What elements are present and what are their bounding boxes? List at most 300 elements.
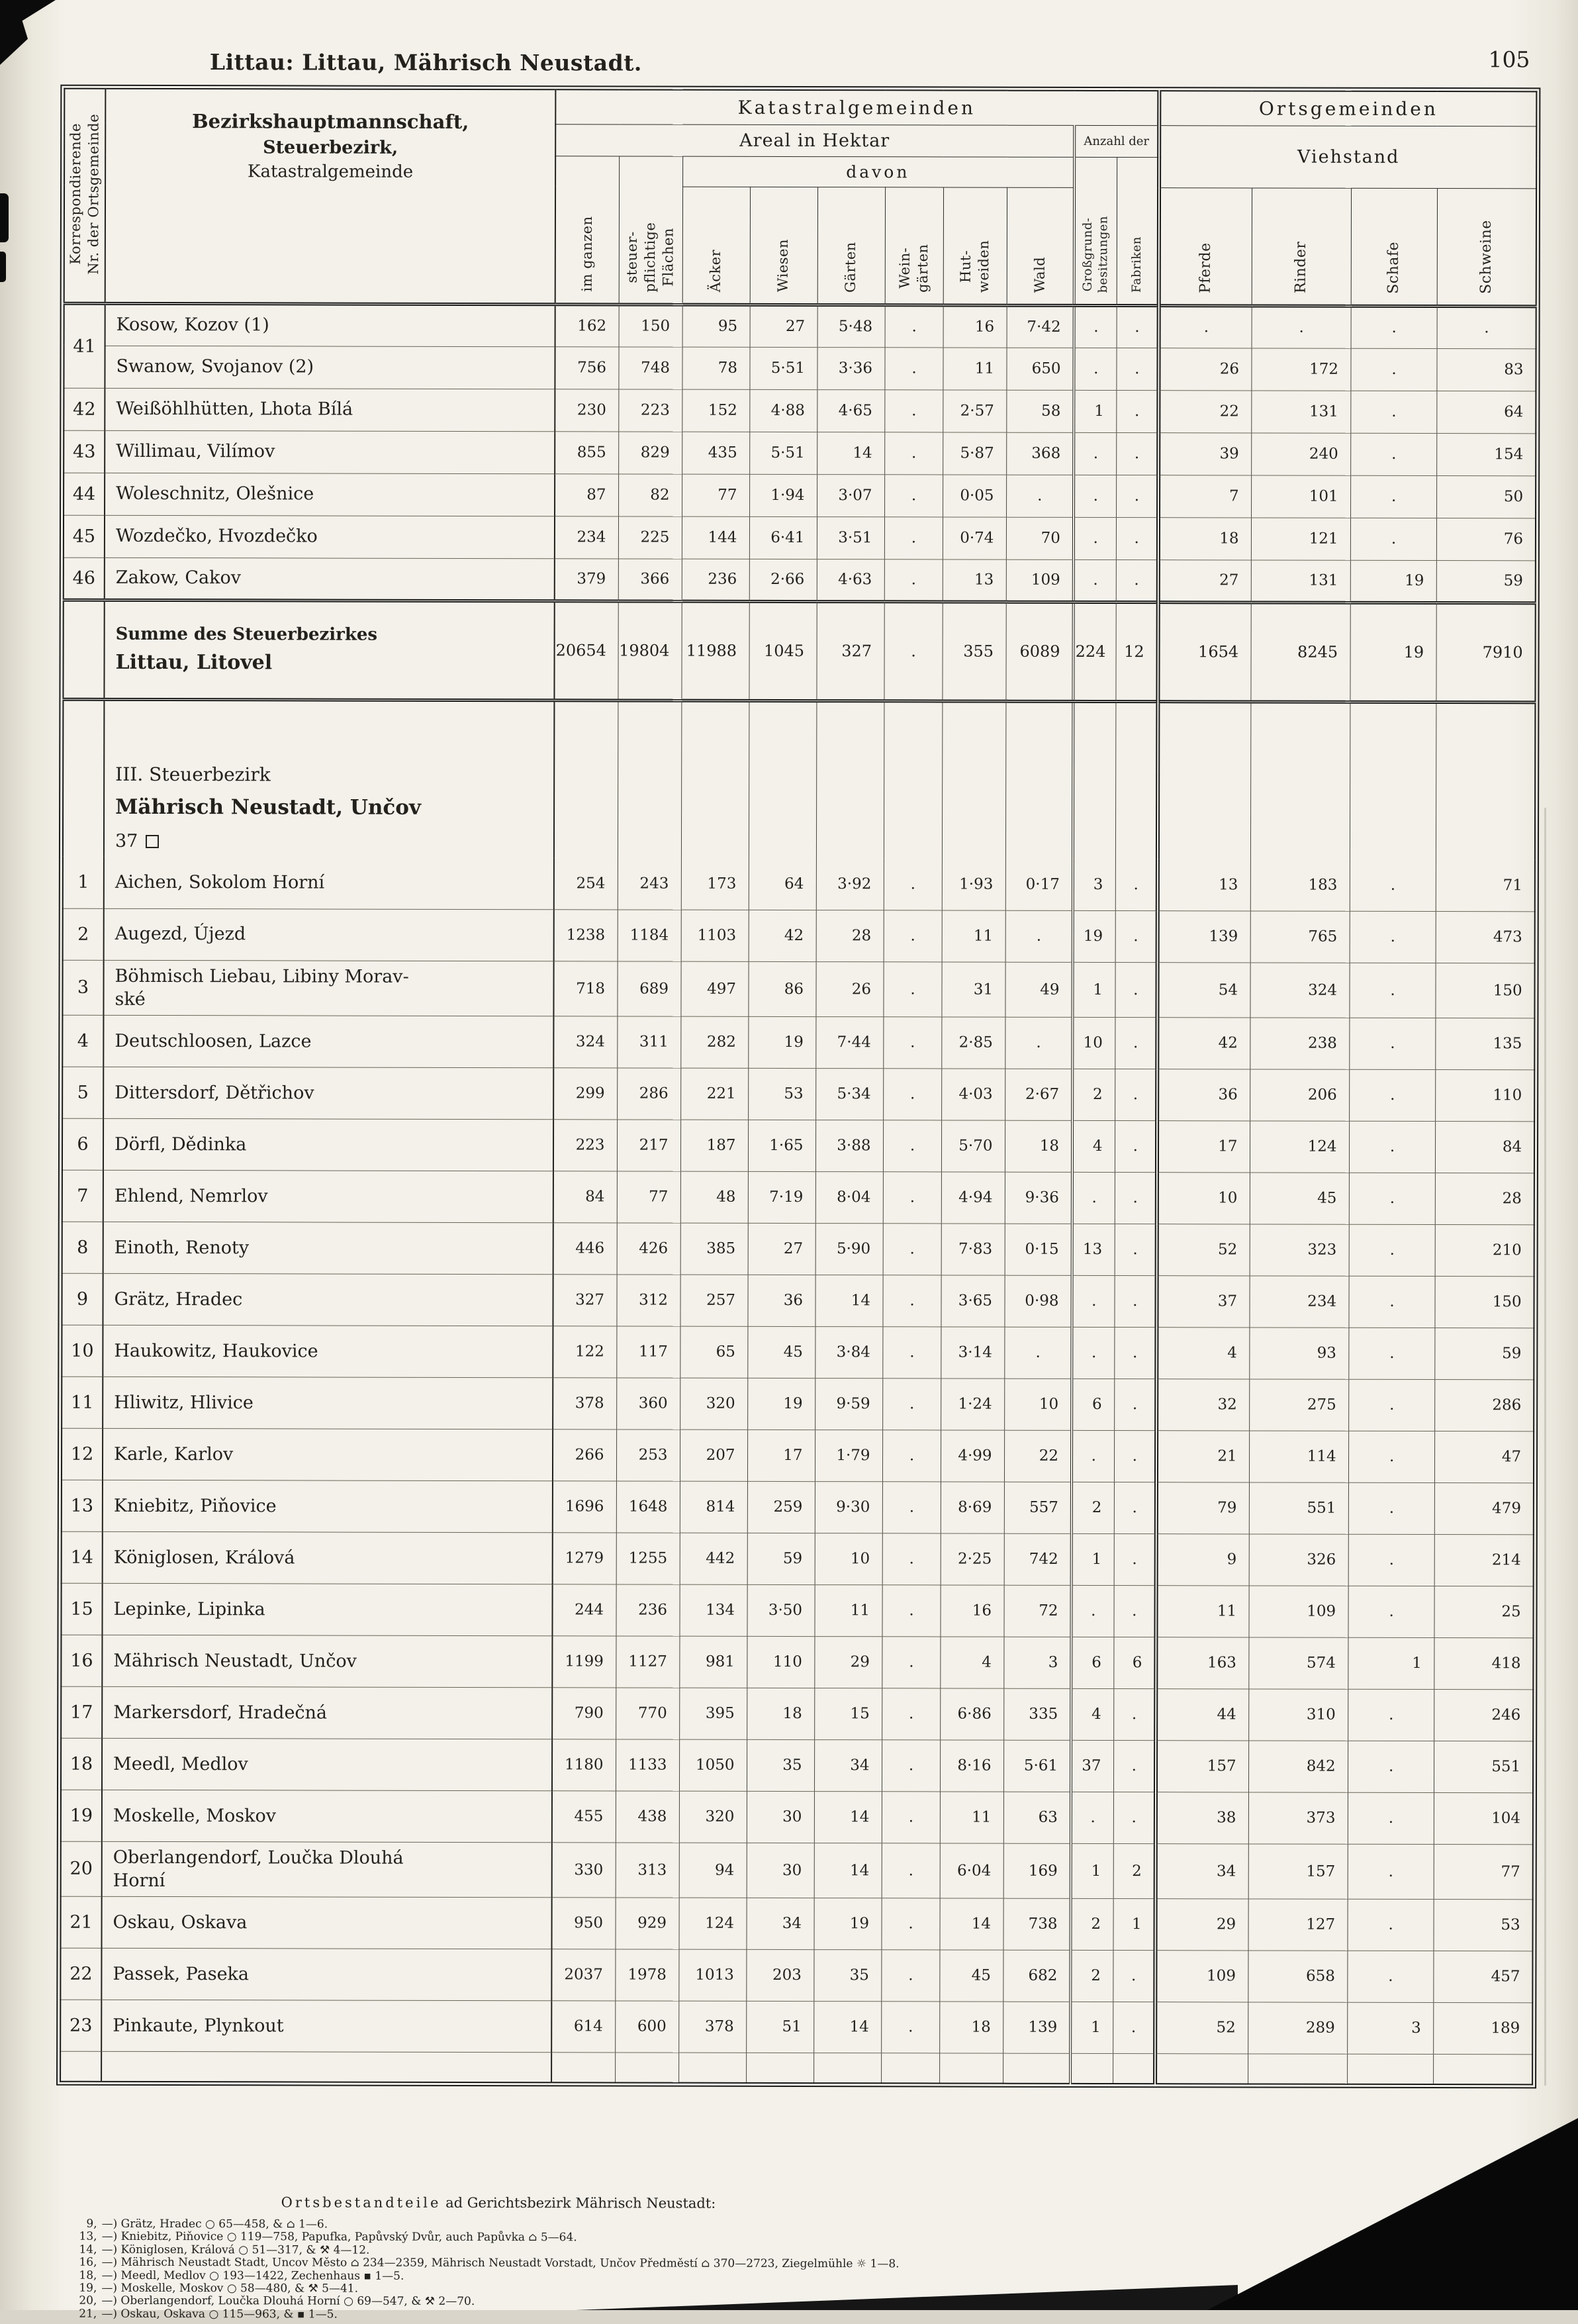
row-number: 15	[61, 1583, 102, 1635]
value-cell: 1238	[554, 909, 618, 961]
value-cell: 18	[1158, 517, 1251, 559]
value-cell: 1180	[552, 1739, 616, 1790]
value-cell: .	[1115, 1172, 1157, 1224]
value-cell: 223	[553, 1119, 617, 1171]
value-cell: 234	[555, 516, 618, 558]
value-cell: 65	[680, 1326, 747, 1378]
value-cell: 210	[1435, 1224, 1534, 1276]
value-cell: 13	[943, 559, 1006, 601]
place-name: Grätz, Hradec	[103, 1273, 553, 1326]
value-cell: 355	[942, 601, 1005, 701]
value-cell: 49	[1005, 962, 1072, 1017]
value-cell: 289	[1248, 2002, 1347, 2054]
value-cell: 223	[618, 389, 682, 431]
value-cell: 76	[1436, 518, 1536, 560]
row-number: 19	[61, 1790, 102, 1841]
footnote-text: —) Kniebitz, Piňovice ○ 119—758, Papufka, Papůvský Dvůr, auch Papůvka ⌂ 5—64.	[101, 2230, 577, 2245]
value-cell: 38	[1156, 1792, 1248, 1843]
table-row	[62, 1480, 1534, 1535]
place-name: Pinkaute, Plynkout	[101, 2000, 551, 2052]
value-cell: 742	[1004, 1533, 1072, 1585]
row-number	[63, 699, 104, 857]
value-cell	[1158, 701, 1250, 859]
footnotes-heading	[281, 2194, 1465, 2213]
section-line1: III. Steuerbezirk	[115, 763, 271, 786]
value-cell: 1978	[615, 1949, 678, 2001]
value-cell: 551	[1434, 1741, 1533, 1792]
value-cell: 214	[1434, 1534, 1534, 1586]
table-row	[64, 515, 1536, 561]
section-line3	[115, 830, 547, 853]
value-cell: 1·93	[942, 858, 1005, 910]
col-label-schafe: Schafe	[1385, 241, 1402, 294]
value-cell: 110	[1435, 1069, 1534, 1121]
value-cell: 37	[1071, 1740, 1113, 1792]
value-cell: 18	[1005, 1120, 1072, 1172]
value-cell: 17	[747, 1429, 815, 1481]
value-cell: 14	[814, 1791, 882, 1843]
value-cell: .	[882, 1688, 940, 1739]
row-number: 9	[62, 1273, 103, 1325]
value-cell: 11	[814, 1584, 882, 1636]
value-cell: 855	[555, 431, 618, 473]
value-cell: 442	[680, 1533, 747, 1584]
row-number: 46	[64, 557, 105, 600]
value-cell: 87	[555, 473, 618, 516]
value-cell: .	[1350, 911, 1436, 963]
value-cell: 829	[618, 431, 682, 473]
row-number: 10	[62, 1325, 103, 1377]
value-cell: 26	[815, 961, 883, 1016]
place-name: Einoth, Renoty	[103, 1222, 553, 1274]
table-row	[64, 557, 1536, 603]
value-cell: 207	[680, 1429, 747, 1481]
value-cell: 77	[617, 1171, 680, 1223]
value-cell: .	[1113, 2002, 1155, 2053]
row-number: 14	[62, 1531, 103, 1583]
value-cell: 48	[680, 1171, 748, 1223]
value-cell: .	[882, 1326, 941, 1378]
table-row	[62, 1015, 1534, 1070]
value-cell: 25	[1434, 1586, 1534, 1637]
footnote-text: —) Oberlangendorf, Loučka Dlouhá Horní ○ 69—547, & ⚒ 2—70.	[101, 2294, 475, 2309]
value-cell: 5·51	[749, 432, 817, 474]
value-cell: 446	[553, 1222, 617, 1274]
footnote-number: 9,	[86, 2217, 97, 2231]
value-cell: 18	[747, 1688, 814, 1739]
value-cell: 259	[747, 1481, 815, 1533]
value-cell: 275	[1249, 1379, 1348, 1431]
place-name: Dörfl, Dědinka	[103, 1118, 553, 1171]
value-cell: 8·69	[941, 1482, 1004, 1533]
value-cell: 8·04	[815, 1171, 883, 1223]
value-cell: 183	[1250, 859, 1350, 910]
value-cell: 330	[552, 1842, 616, 1897]
value-cell: 163	[1156, 1637, 1248, 1688]
value-cell: 79	[1156, 1482, 1249, 1533]
col-label-wiesen: Wiesen	[775, 239, 792, 293]
value-cell: 378	[678, 2001, 746, 2053]
value-cell: .	[1005, 910, 1073, 962]
value-cell: 152	[682, 389, 749, 432]
value-cell: 438	[616, 1791, 679, 1843]
value-cell: 17	[1157, 1120, 1250, 1172]
value-cell: 11	[943, 347, 1006, 389]
value-cell: 34	[746, 1898, 813, 1949]
value-cell: .	[1114, 1327, 1156, 1379]
value-cell	[1115, 701, 1158, 859]
scan-artifact-left-mark-1	[0, 193, 9, 242]
value-cell: 32	[1156, 1379, 1249, 1430]
value-cell: 104	[1434, 1792, 1533, 1844]
value-cell: 39	[1158, 432, 1251, 475]
value-cell: 6	[1113, 1637, 1156, 1688]
value-cell: 457	[1433, 1951, 1532, 2002]
value-cell: 435	[682, 432, 749, 474]
value-cell: 19804	[618, 601, 681, 700]
value-cell: .	[1115, 962, 1157, 1017]
footnote-number: 16,	[79, 2255, 97, 2270]
value-cell: 2	[1072, 1069, 1115, 1120]
value-cell: .	[1116, 475, 1158, 517]
table-row	[62, 1377, 1534, 1431]
value-cell: .	[1072, 1275, 1114, 1327]
value-cell: .	[883, 1120, 941, 1171]
value-cell: .	[884, 474, 943, 516]
value-cell: .	[1114, 1533, 1156, 1585]
value-cell: 4·03	[941, 1069, 1005, 1120]
value-cell: .	[1347, 1951, 1433, 2002]
value-cell: 3·84	[815, 1326, 882, 1378]
value-cell	[1070, 2053, 1113, 2084]
value-cell: .	[1349, 1018, 1435, 1069]
row-number	[63, 600, 104, 699]
value-cell: 718	[553, 961, 617, 1016]
value-cell: 324	[553, 1016, 617, 1067]
value-cell: .	[1074, 475, 1116, 517]
value-cell: 324	[1250, 962, 1349, 1018]
value-cell: 19	[748, 1016, 815, 1068]
footnote-text: —) Moskelle, Moskov ○ 58—480, & ⚒ 5—41.	[101, 2281, 359, 2296]
footnote-text: —) Oskau, Oskava ○ 115—963, & ▪ 1—5.	[101, 2307, 338, 2321]
value-cell: 44	[1156, 1688, 1248, 1740]
group-header-anzahl-der: Anzahl der	[1074, 125, 1159, 157]
value-cell: 234	[1250, 1276, 1349, 1328]
value-cell: .	[1115, 1120, 1157, 1172]
value-cell: 9	[1156, 1533, 1249, 1585]
value-cell: 54	[1157, 962, 1250, 1017]
main-header-line2: Steuerbezirk,	[263, 136, 398, 158]
value-cell: 53	[1434, 1899, 1533, 1951]
value-cell: 557	[1004, 1482, 1072, 1533]
value-cell	[939, 2053, 1003, 2084]
value-cell: 224	[1073, 602, 1115, 701]
value-cell: 9·30	[815, 1481, 882, 1533]
table-row	[61, 1686, 1533, 1741]
value-cell: 51	[746, 2001, 813, 2053]
value-cell: 756	[555, 346, 618, 389]
value-cell: 2·67	[1005, 1069, 1072, 1120]
value-cell: 455	[552, 1790, 616, 1842]
value-cell: 320	[679, 1791, 747, 1843]
value-cell	[554, 700, 618, 857]
value-cell: 19	[1073, 910, 1115, 962]
value-cell: 124	[678, 1898, 746, 1949]
value-cell: 4·63	[817, 559, 884, 601]
value-cell: 770	[616, 1688, 679, 1739]
place-name: Oberlangendorf, Loučka Dlouhá Horní	[102, 1841, 552, 1898]
value-cell: .	[1116, 348, 1158, 390]
value-cell: 326	[1249, 1534, 1348, 1586]
value-cell: 426	[617, 1223, 680, 1275]
value-cell: 3·07	[817, 474, 884, 516]
value-cell: 173	[681, 858, 749, 910]
group-header-davon: davon	[682, 156, 1074, 187]
value-cell: .	[1072, 1327, 1114, 1379]
group-header-katastralgemeinden: Katastralgemeinden	[555, 89, 1159, 125]
value-cell: 473	[1436, 911, 1535, 963]
value-cell: 154	[1436, 433, 1536, 475]
value-cell: .	[882, 1275, 941, 1326]
row-number: 13	[62, 1480, 103, 1531]
value-cell: 1	[1074, 390, 1116, 432]
value-cell: 313	[616, 1843, 679, 1898]
value-cell	[942, 701, 1005, 858]
value-cell: .	[883, 1171, 941, 1223]
value-cell: 35	[747, 1739, 814, 1791]
value-cell: 150	[1435, 1276, 1534, 1328]
value-cell: 379	[555, 558, 618, 601]
place-name	[101, 2051, 551, 2082]
value-cell: .	[1115, 1069, 1157, 1120]
footnote-number: 21,	[79, 2307, 97, 2321]
value-cell: 139	[1003, 2002, 1070, 2053]
value-cell: 3·92	[816, 858, 884, 910]
value-cell: 14	[817, 432, 884, 474]
value-cell: 7·19	[748, 1171, 815, 1223]
value-cell: .	[1349, 963, 1435, 1018]
row-number: 43	[64, 430, 105, 473]
value-cell: 11	[940, 1792, 1003, 1843]
value-cell: .	[1437, 306, 1536, 348]
value-cell: .	[1113, 1792, 1156, 1843]
value-cell: .	[1349, 1224, 1435, 1276]
table-row	[60, 2000, 1532, 2055]
place-name: Moskelle, Moskov	[102, 1790, 552, 1842]
column-header-wiesen	[750, 187, 817, 305]
value-cell: 53	[748, 1068, 815, 1120]
value-cell: 3·88	[815, 1120, 883, 1171]
value-cell	[1347, 2054, 1433, 2084]
column-header-schafe	[1351, 188, 1437, 306]
value-cell: 551	[1249, 1482, 1348, 1534]
value-cell: 50	[1436, 475, 1536, 518]
place-name: Mährisch Neustadt, Unčov	[102, 1635, 552, 1687]
value-cell: .	[883, 1068, 941, 1120]
place-name: Böhmisch Liebau, Libiny Morav- ské	[103, 960, 553, 1016]
row-number: 5	[62, 1067, 103, 1118]
table-row	[63, 857, 1535, 912]
row-number: 4	[62, 1015, 103, 1067]
value-cell: 19	[813, 1898, 881, 1949]
value-cell: .	[1005, 1017, 1072, 1069]
value-cell: 52	[1155, 2002, 1248, 2054]
value-cell: 1·24	[941, 1379, 1004, 1430]
value-cell: .	[1252, 305, 1351, 348]
footnote-number: 19,	[79, 2281, 97, 2295]
value-cell: 950	[551, 1898, 615, 1949]
value-cell: 84	[553, 1171, 617, 1222]
row-number: 22	[60, 1948, 101, 2000]
value-cell: 385	[680, 1223, 748, 1275]
place-name: Swanow, Svojanov (2)	[105, 346, 555, 389]
value-cell: 3·14	[941, 1327, 1004, 1379]
main-header-line1: Bezirkshauptmannschaft,	[192, 110, 469, 133]
corner-header-label: Korrespondierende Nr. der Ortsgemeinde	[67, 113, 102, 275]
row-number: 7	[62, 1170, 103, 1222]
statistics-table-frame	[56, 85, 1540, 2089]
value-cell: 52	[1157, 1224, 1250, 1275]
value-cell: 738	[1003, 1898, 1070, 1950]
value-cell: 479	[1434, 1482, 1534, 1534]
value-cell: 327	[816, 601, 884, 701]
value-cell: 71	[1436, 859, 1535, 911]
value-cell: .	[1006, 475, 1074, 517]
value-cell: 169	[1003, 1843, 1071, 1898]
value-cell: 7910	[1436, 603, 1535, 702]
value-cell: 14	[814, 1843, 882, 1898]
table-row	[64, 303, 1536, 349]
value-cell: .	[1074, 517, 1116, 559]
value-cell: 109	[1155, 1951, 1248, 2002]
value-cell: 2·57	[943, 389, 1006, 432]
row-number: 17	[61, 1686, 102, 1738]
value-cell: 30	[747, 1791, 814, 1843]
value-cell: .	[882, 1843, 940, 1898]
value-cell: 19	[747, 1378, 815, 1429]
value-cell: 3·51	[817, 516, 884, 559]
value-cell: 282	[680, 1016, 748, 1068]
row-number: 20	[61, 1841, 102, 1896]
value-cell: 1	[1072, 962, 1115, 1017]
footnote-number: 20,	[79, 2294, 97, 2308]
value-cell: .	[1114, 1275, 1156, 1327]
value-cell: 45	[747, 1326, 815, 1378]
value-cell: 658	[1248, 1951, 1347, 2002]
value-cell: .	[1115, 910, 1158, 962]
value-cell: 5·61	[1003, 1740, 1071, 1792]
value-cell: 14	[813, 2001, 881, 2053]
value-cell: 3	[1003, 1637, 1071, 1688]
section-line2: Mährisch Neustadt, Unčov	[115, 795, 422, 820]
place-name: Kosow, Kozov (1)	[105, 303, 555, 346]
table-row	[62, 1325, 1534, 1380]
value-cell: 86	[748, 961, 815, 1016]
value-cell: 0·15	[1005, 1224, 1072, 1275]
column-header-gaerten	[817, 187, 885, 305]
value-cell: .	[1348, 1431, 1434, 1482]
value-cell: 127	[1248, 1899, 1348, 1951]
value-cell: 0·74	[943, 516, 1006, 559]
value-cell: 162	[555, 304, 619, 346]
value-cell: 36	[747, 1275, 815, 1326]
value-cell: 13	[1158, 859, 1250, 910]
row-number: 16	[61, 1635, 102, 1686]
footnote-number: 14,	[79, 2243, 97, 2256]
value-cell: .	[1350, 391, 1436, 433]
value-cell	[1113, 2053, 1155, 2084]
value-cell: 203	[746, 1949, 813, 2001]
value-cell: 368	[1006, 432, 1074, 475]
value-cell: .	[1348, 1586, 1434, 1637]
value-cell: 37	[1157, 1275, 1250, 1327]
table-header	[64, 89, 1537, 307]
footnote-line	[61, 2308, 1464, 2324]
value-cell: 2	[1070, 1898, 1113, 1950]
value-cell: 5·70	[941, 1120, 1005, 1172]
value-cell: 58	[1006, 390, 1074, 432]
value-cell: 6·41	[749, 516, 817, 559]
value-cell: 95	[682, 305, 750, 347]
value-cell: .	[1348, 1844, 1434, 1899]
value-cell: 366	[618, 558, 682, 601]
value-cell: .	[1072, 1430, 1114, 1482]
value-cell: 59	[747, 1533, 815, 1584]
value-cell: 8245	[1250, 602, 1350, 701]
place-name: Weißöhlhütten, Lhota Bílá	[105, 388, 555, 431]
value-cell: 45	[939, 1950, 1003, 2002]
value-cell: 981	[679, 1636, 747, 1688]
value-cell: 16	[943, 305, 1007, 347]
value-cell: 84	[1435, 1121, 1534, 1173]
scan-artifact-left-mark-2	[0, 252, 6, 282]
value-cell: .	[881, 2002, 939, 2053]
col-label-gaerten: Gärten	[843, 241, 859, 293]
value-cell: 9·36	[1005, 1172, 1072, 1224]
value-cell: 4	[1071, 1688, 1113, 1740]
value-cell: 1133	[616, 1739, 679, 1791]
value-cell: 418	[1434, 1637, 1533, 1689]
value-cell: .	[884, 858, 942, 910]
group-header-areal-in-hektar: Areal in Hektar	[555, 124, 1074, 157]
value-cell: 28	[816, 910, 884, 961]
value-cell: .	[1004, 1327, 1072, 1379]
value-cell: .	[1349, 1069, 1435, 1121]
value-cell: .	[1072, 1172, 1115, 1224]
value-cell: .	[884, 559, 943, 601]
col-label-steuerpflichtige-flaechen: steuer- pflichtige Flächen	[624, 222, 676, 293]
value-cell: .	[1074, 559, 1116, 602]
col-label-grossgrundbesitzungen: Großgrund- besitzungen	[1081, 216, 1111, 293]
value-cell: 2·66	[749, 559, 817, 601]
value-cell: 0·17	[1005, 859, 1073, 910]
value-cell: 27	[748, 1223, 815, 1275]
value-cell: 122	[553, 1326, 616, 1377]
value-cell: 63	[1003, 1792, 1071, 1843]
value-cell: 4	[1156, 1327, 1249, 1379]
value-cell: .	[1114, 1482, 1156, 1533]
table-row	[62, 1067, 1534, 1122]
column-header-grossgrundbesitzungen	[1074, 157, 1117, 305]
value-cell: 4·99	[941, 1430, 1004, 1482]
value-cell: 378	[553, 1377, 616, 1429]
value-cell: 5·87	[943, 432, 1006, 474]
col-label-pferde: Pferde	[1197, 242, 1214, 293]
value-cell: 35	[813, 1949, 881, 2001]
row-number: 45	[64, 515, 105, 557]
value-cell: 6	[1072, 1379, 1114, 1430]
value-cell: 31	[941, 961, 1005, 1016]
